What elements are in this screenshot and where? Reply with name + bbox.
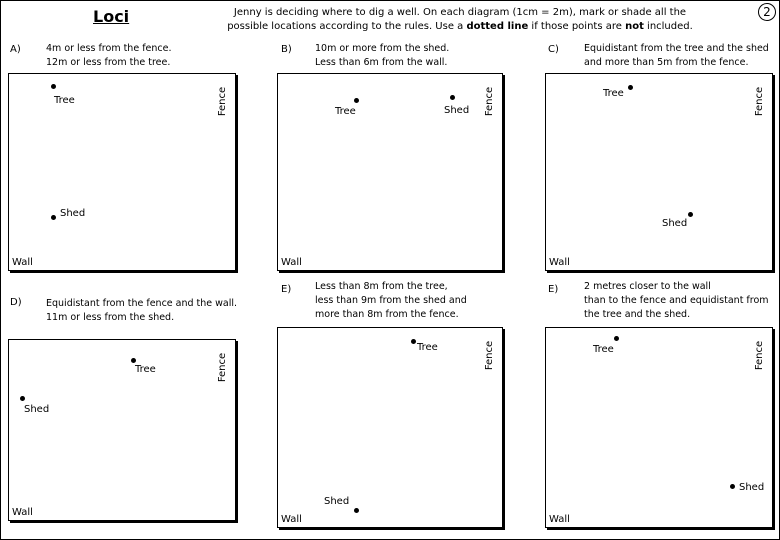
tree-label: Tree	[417, 342, 438, 353]
shed-marker	[450, 95, 455, 100]
shed-marker	[688, 212, 693, 217]
shed-label: Shed	[24, 404, 50, 415]
question-e1-label: E)	[281, 284, 292, 295]
diagram-b[interactable]	[277, 73, 503, 271]
question-e2-label: E)	[548, 284, 559, 295]
tree-marker	[411, 339, 416, 344]
question-e1-text: Less than 8m from the tree, less than 9m from the shed and more than 8m from the fence.	[315, 281, 467, 320]
question-c-label: C)	[548, 44, 559, 55]
fence-label: Fence	[753, 340, 765, 371]
shed-label: Shed	[60, 208, 86, 219]
tree-marker	[51, 84, 56, 89]
diagram-d[interactable]	[8, 339, 236, 521]
diagram-e2[interactable]	[545, 327, 773, 528]
question-d-label: D)	[10, 297, 22, 308]
fence-label: Fence	[216, 86, 228, 117]
diagram-e1[interactable]	[277, 327, 503, 528]
wall-label: Wall	[549, 257, 570, 268]
question-b-text: 10m or more from the shed. Less than 6m from the wall.	[315, 43, 450, 68]
fence-label: Fence	[216, 352, 228, 383]
tree-marker	[614, 336, 619, 341]
shed-label: Shed	[324, 496, 350, 507]
question-e2-text: 2 metres closer to the wall than to the fence and equidistant from the tree and the shed.	[584, 281, 769, 320]
wall-label: Wall	[12, 507, 33, 518]
shed-label: Shed	[444, 105, 470, 116]
shed-marker	[730, 484, 735, 489]
tree-label: Tree	[593, 344, 614, 355]
tree-marker	[354, 98, 359, 103]
diagram-a[interactable]	[8, 73, 236, 271]
tree-label: Tree	[135, 364, 156, 375]
diagram-c[interactable]	[545, 73, 773, 271]
instructions	[225, 6, 695, 34]
instructions-line-2: possible locations according to the rules. Use a dotted line if those points are not included.	[227, 21, 693, 32]
question-c-text: Equidistant from the tree and the shed and more than 5m from the fence.	[584, 43, 769, 68]
fence-label: Fence	[753, 86, 765, 117]
tree-label: Tree	[603, 88, 624, 99]
tree-marker	[628, 85, 633, 90]
page-number-badge: 2	[758, 3, 776, 21]
wall-label: Wall	[281, 257, 302, 268]
shed-marker	[354, 508, 359, 513]
tree-marker	[131, 358, 136, 363]
tree-label: Tree	[54, 95, 75, 106]
wall-label: Wall	[549, 514, 570, 525]
wall-label: Wall	[281, 514, 302, 525]
shed-label: Shed	[739, 482, 765, 493]
question-b-label: B)	[281, 44, 292, 55]
fence-label: Fence	[483, 340, 495, 371]
question-a-text: 4m or less from the fence. 12m or less from the tree.	[46, 43, 172, 68]
shed-label: Shed	[662, 218, 688, 229]
fence-label: Fence	[483, 86, 495, 117]
tree-label: Tree	[335, 106, 356, 117]
wall-label: Wall	[12, 257, 33, 268]
shed-marker	[51, 215, 56, 220]
question-a-label: A)	[10, 44, 21, 55]
shed-marker	[20, 396, 25, 401]
question-d-text: Equidistant from the fence and the wall. 11m or less from the shed.	[46, 298, 238, 323]
instructions-line-1: Jenny is deciding where to dig a well. On each diagram (1cm = 2m), mark or shade all the	[233, 7, 687, 18]
page-title: Loci	[93, 7, 130, 26]
